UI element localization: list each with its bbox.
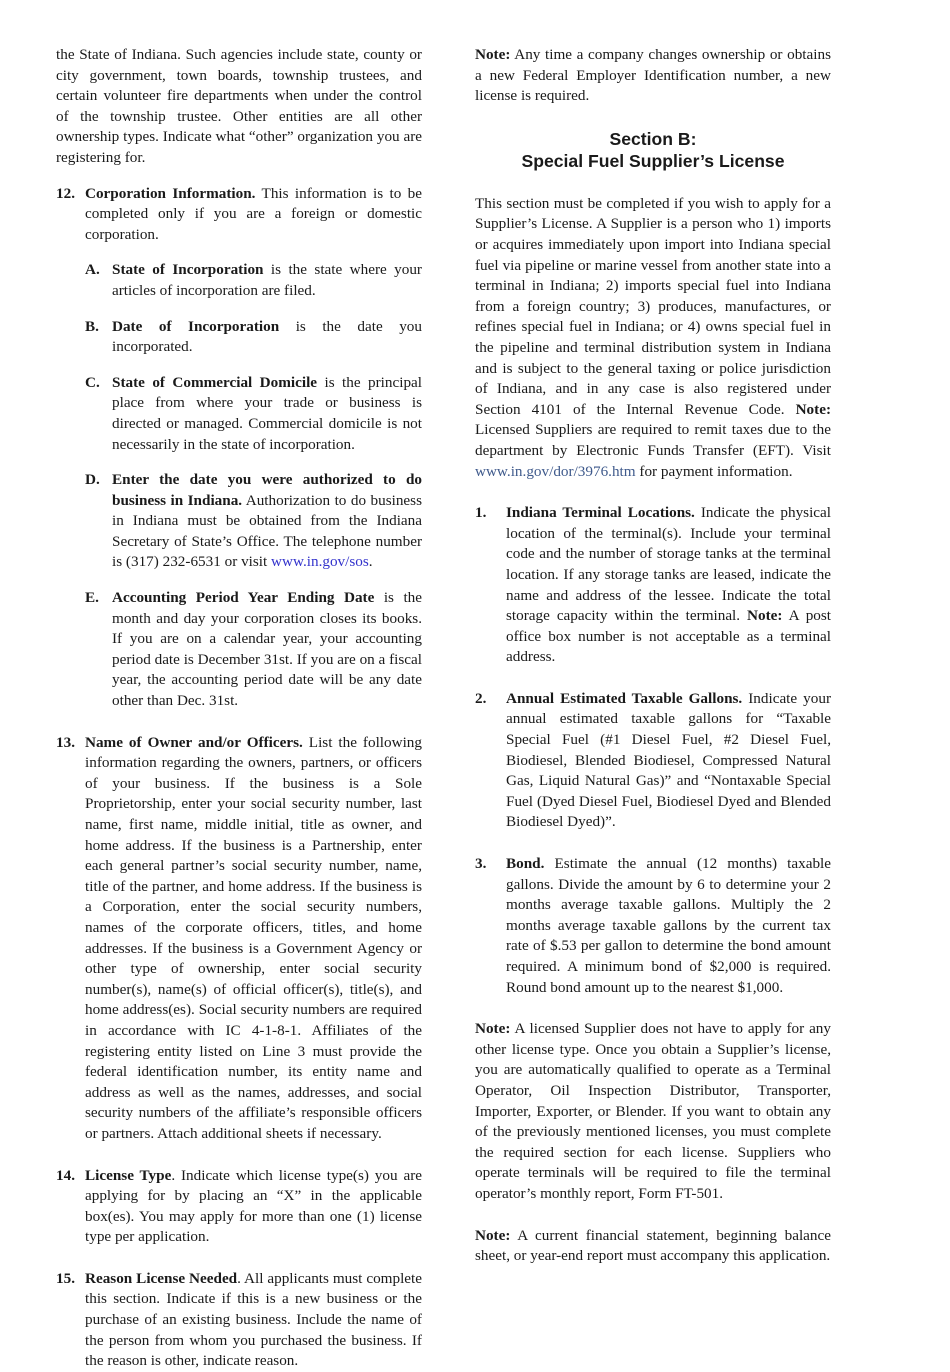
section-intro-note-label: Note:: [795, 400, 831, 418]
item-heading-12d: Enter the date you were authorized to do business in Indiana.: [112, 471, 422, 509]
item-body-13: [85, 733, 422, 1145]
list-item-12: [56, 184, 422, 246]
item-heading-15: Reason License Needed: [85, 1269, 238, 1287]
item-heading-r2: Annual Estimated Taxable Gallons.: [506, 689, 743, 707]
list-item-12d: [56, 470, 422, 573]
item-number-13: 13.: [56, 733, 75, 751]
item-heading-12a: State of Incorporation: [112, 261, 264, 279]
two-column-layout: [46, 45, 904, 1372]
top-note-label: Note:: [475, 46, 511, 63]
item-letter-c: C.: [85, 373, 100, 391]
item-text-r1-before: Indicate the physical location of the terminal(s). Include your terminal code and the number of storage tanks at the terminal location. If any storage tanks are leased, indicate the name and address of the lessee. Indicate the total storage capacity within the terminal.: [506, 504, 831, 625]
item-heading-14: License Type: [85, 1166, 172, 1184]
list-item-12e: [56, 588, 422, 712]
item-text-14: . Indicate which license type(s) you are applying for by placing an “X” in the applicable box(es). You may apply for more than one (1) license type per application.: [85, 1166, 422, 1246]
list-item-r1: [475, 503, 831, 668]
item-text-12c: is the principal place from where your trade or business is directed or managed. Commercial domicile is not necessarily in the state of incorporation.: [112, 373, 422, 453]
item-number-r1: 1.: [475, 504, 487, 522]
item-body-r2: [506, 689, 831, 833]
item-text-12e: is the month and day your corporation closes its books. If you are on a calendar year, your accounting period date is December 31st. If you are on a fiscal year, the accounting period date will be any date other than Dec. 31st.: [112, 589, 423, 710]
item-letter-a: A.: [85, 261, 100, 279]
item-heading-r3: Bond.: [506, 855, 545, 873]
list-item-13: [56, 733, 422, 1145]
item-body-r3: [506, 854, 831, 998]
item-letter-b: B.: [85, 317, 99, 335]
note-supplier: [475, 1019, 831, 1204]
top-note-text: Any time a company changes ownership or obtains a new Federal Employer Identification number, a new license is required.: [475, 46, 831, 105]
item-number-12: 12.: [56, 184, 75, 202]
item-text-15: . All applicants must complete this section. Indicate if this is a new business or the purchase of an existing business. Include the name of the person from whom you purchased the business. If the reason is other, indicate reason.: [85, 1269, 422, 1370]
item-number-r3: 3.: [475, 855, 487, 873]
right-column: [442, 45, 838, 1267]
list-item-12c: [56, 373, 422, 455]
item-body-r1: [506, 503, 831, 668]
item-heading-r1: Indiana Terminal Locations.: [506, 504, 695, 522]
list-item-15: [56, 1269, 422, 1372]
section-heading: [475, 128, 831, 173]
item-body-12e: [112, 588, 422, 712]
sos-website-link[interactable]: www.in.gov/sos: [271, 553, 369, 571]
item-body-12d: [112, 470, 422, 573]
item-body-12b: [112, 317, 422, 358]
item-text-r3: Estimate the annual (12 months) taxable gallons. Divide the amount by 6 to determine your 2 months average taxable gallons. Multiply the 2 months average taxable gallons by the current tax rate of $.53 per gallon to determine the bond amount required. A minimum bond of $2,000 is required. Round bond amount up to the nearest $1,000.: [506, 855, 831, 996]
note-financial-label: Note:: [475, 1226, 511, 1244]
item-text-12d-before: Authorization to do business in Indiana must be obtained from the Indiana Secretary of State’s Office. The telephone number is (317) 232-6531 or visit: [112, 491, 422, 571]
item-heading-12c: State of Commercial Domicile: [112, 373, 318, 391]
item-heading-12e: Accounting Period Year Ending Date: [112, 589, 375, 607]
item-note-label-r1: Note:: [747, 607, 783, 625]
item-heading-12: Corporation Information.: [85, 184, 256, 202]
note-supplier-text: A licensed Supplier does not have to apply for any other license type. Once you obtain a Supplier’s license, you are automatically qualified to operate as a Terminal Operator, Oil Inspection Distributor, Transporter, Importer, Exporter, or Blender. If you want to obtain any of the previously mentioned licenses, you must complete the required section for each license. Suppliers who operate terminals will be required to file the terminal operator’s monthly report, Form FT-501.: [475, 1020, 831, 1202]
item-text-r2: Indicate your annual estimated taxable gallons for “Taxable Special Fuel (#1 Diesel Fuel, #2 Diesel Fuel, Biodiesel, Blended Biodiesel, Compressed Natural Gas, Liquid Natural Gas)” and “Nontaxable Special Fuel (Dyed Diesel Fuel, Biodiesel Dyed and Blended Biodiesel Dyed)”.: [506, 689, 831, 831]
item-text-12b: is the date you incorporated.: [112, 317, 422, 356]
item-number-r2: 2.: [475, 689, 487, 707]
top-note: [475, 45, 831, 107]
item-body-14: [85, 1166, 422, 1248]
item-body-12: [85, 184, 422, 246]
note-financial: [475, 1226, 831, 1267]
list-item-12b: [56, 317, 422, 358]
section-intro-before-note: This section must be completed if you wish to apply for a Supplier’s License. A Supplier is a person who 1) imports or acquires immediately upon import into Indiana special fuel via pipeline or marine vessel from another state into a terminal in Indiana; 2) imports special fuel into Indiana from a foreign country; 3) produces, manufactures, or refines special fuel in Indiana; or 4) owns special fuel in the pipeline and terminal distribution system in Indiana and is subject to the general taxing or police jurisdiction of Indiana, and in any case is also registered under Section 4101 of the Internal Revenue Code.: [475, 194, 831, 418]
section-intro-after-note: Licensed Suppliers are required to remit taxes due to the department by Electronic Funds Transfer (EFT). Visit: [475, 421, 831, 459]
section-intro-paragraph: [475, 194, 831, 482]
section-heading-line1: Section B:: [609, 128, 697, 149]
item-text-12d-after: .: [368, 553, 373, 571]
item-letter-e: E.: [85, 589, 99, 607]
item-body-12c: [112, 373, 422, 455]
item-text-13: List the following information regarding the owners, partners, or officers of your business. If the business is a Sole Proprietorship, enter your social security number, last name, first name, middle initial, title as owner, and home address. If the business is a Partnership, enter each general partner’s social security number, name, title of the partner, and home address. If the business is a Corporation, enter the social security numbers, names of the corporate officers, titles, and home addresses. If the business is a Government Agency or other type of ownership, enter social security number(s), name(s) of official officer(s), title(s), and home address(es). Social security numbers are required in accordance with IC 4-1-8-1. Affiliates of the registering entity listed on Line 3 must provide the federal identification number, its entity name and address as well as the names, addresses, and social security numbers of the affiliate’s responsible officers or partners. Attach additional sheets if necessary.: [85, 733, 422, 1142]
dor-eft-website-link[interactable]: www.in.gov/dor/3976.htm: [475, 462, 636, 480]
list-item-12a: [56, 260, 422, 301]
section-intro-after-link: for payment information.: [635, 462, 793, 480]
item-letter-d: D.: [85, 471, 100, 489]
item-number-15: 15.: [56, 1269, 75, 1287]
item-text-12: This information is to be completed only if you are a foreign or domestic corporation.: [85, 184, 422, 243]
note-supplier-label: Note:: [475, 1020, 511, 1038]
item-heading-13: Name of Owner and/or Officers.: [85, 733, 303, 751]
list-item-r3: [475, 854, 831, 998]
note-financial-text: A current financial statement, beginning balance sheet, or year-end report must accompany this application.: [475, 1226, 831, 1265]
item-body-12a: [112, 260, 422, 301]
item-text-12a: is the state where your articles of incorporation are filed.: [112, 261, 422, 299]
item-heading-12b: Date of Incorporation: [112, 317, 280, 335]
item-body-15: [85, 1269, 422, 1372]
list-item-14: [56, 1166, 422, 1248]
section-heading-line2: Special Fuel Supplier’s License: [521, 151, 785, 172]
item-text-r1-after: A post office box number is not acceptable as a terminal address.: [506, 607, 832, 666]
list-item-r2: [475, 689, 831, 833]
intro-paragraph: the State of Indiana. Such agencies include state, county or city government, town boards, township trustees, and certain volunteer fire departments when under the control of the township trustee. Other entities are all other ownership types. Indicate what “other” organization you are registering for.: [56, 46, 422, 166]
left-column: [46, 45, 442, 1372]
item-number-14: 14.: [56, 1166, 75, 1184]
